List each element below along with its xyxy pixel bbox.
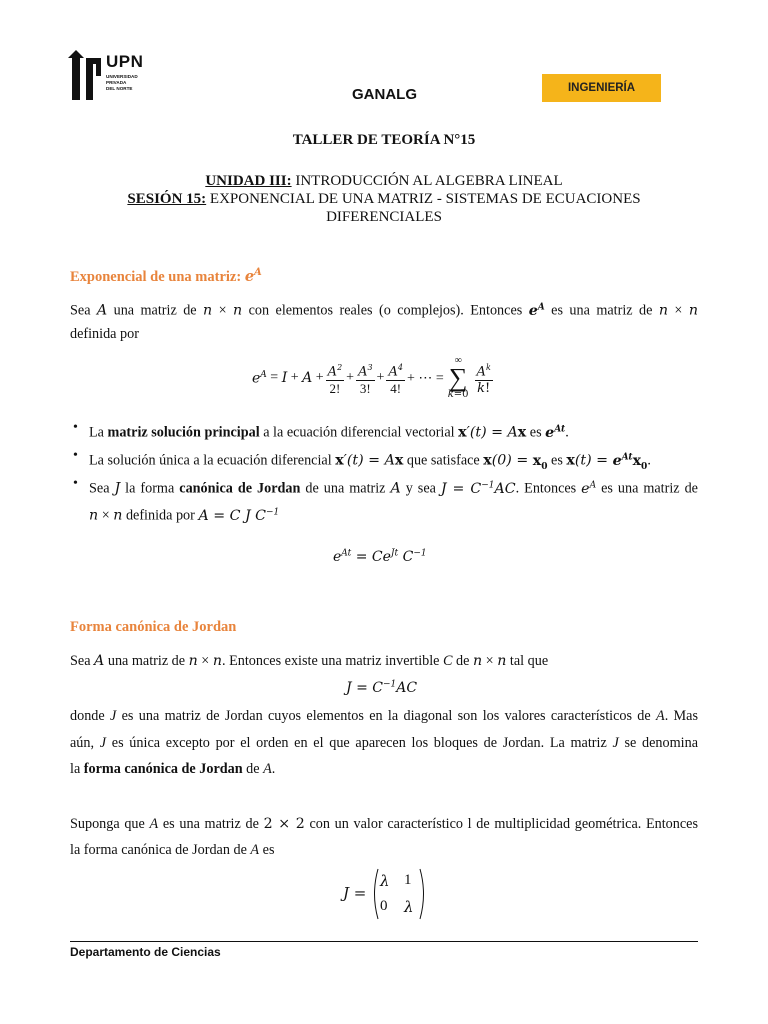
session-line: [0, 191, 768, 208]
logo-sub-3: DEL NORTE: [106, 86, 133, 91]
jordan-paragraph-3-line1: Suponga que A es una matriz de 2 × 2 con un valor característico l de multiplicidad geométrica. Entonces: [70, 816, 698, 832]
bullet-item-1: La matriz solución principal a la ecuación diferencial vectorial x′(t) = Ax es $e^{At}$.: [89, 424, 569, 441]
jordan-paragraph-2-line2: aún, J es única excepto por el orden en el que aparecen los bloques de Jordan. La matriz J se denomina: [70, 735, 698, 751]
matrix-cell-11: λ: [380, 872, 390, 890]
footer-divider: [70, 941, 698, 942]
matrix-left-paren: [371, 868, 379, 920]
session-label: SESIÓN 15:: [127, 191, 207, 207]
paragraph-definition-line1: Sea A una matriz de n × n con elementos reales (o complejos). Entonces $e^A$ es una matriz de n × n: [70, 302, 698, 319]
session-line-2: DIFERENCIALES: [326, 209, 442, 225]
series-formula: $e^A$ = I + A + $\frac{A^2}{2!}$ + $\frac{A^3}{3!}$ + $\frac{A^4}{4!}$ + ⋯ = ∞ ∑ k=0 $\frac{A^k}{k!}$: [252, 355, 491, 400]
logo-sub-1: UNIVERSIDAD: [106, 74, 138, 79]
course-code: GANALG: [352, 86, 417, 103]
unit-text: INTRODUCCIÓN AL ALGEBRA LINEAL: [291, 173, 563, 189]
matrix-cell-21: 0: [380, 898, 388, 914]
section-heading-jordan: Forma canónica de Jordan: [70, 619, 237, 635]
jordan-similarity-formula: $J = C^{-1}AC$: [346, 679, 418, 696]
heading-math: $e^A$: [244, 267, 262, 285]
jordan-paragraph-3-line2: la forma canónica de Jordan de A es: [70, 842, 275, 858]
upn-logo-mark-icon: [68, 50, 102, 100]
bullet-item-2: La solución única a la ecuación diferencial x′(t) = Ax que satisface $x(0) = x_0$ es $x(t) = e^{At}x_0$.: [89, 452, 651, 472]
bullet-item-3: Sea J la forma canónica de Jordan de una matriz A y sea $J = C^{-1}AC$. Entonces $e^A$ es una matriz de: [89, 480, 698, 497]
bullet-marker-1: •: [73, 420, 78, 435]
jordan-paragraph-1: Sea A una matriz de n × n. Entonces existe una matriz invertible C de n × n tal que: [70, 653, 549, 669]
footer-department: Departamento de Ciencias: [70, 945, 221, 959]
matrix-cell-22: λ: [404, 898, 414, 916]
jordan-paragraph-2-line3: la forma canónica de Jordan de A.: [70, 761, 276, 777]
section-heading-text: Exponencial de una matriz:: [70, 268, 245, 285]
logo-sub-2: PRIVADA: [106, 80, 127, 85]
upn-logo: [68, 50, 158, 102]
paragraph-definition-line2: definida por: [70, 326, 139, 342]
jordan-matrix: J = λ 1 0 λ: [343, 866, 433, 922]
bullet-marker-3: •: [73, 476, 78, 491]
bullet-item-3-line2: n × n definida por A = C J $C^{-1}$: [89, 507, 280, 524]
matrix-right-paren: [419, 868, 427, 920]
jordan-exponential-formula: $e^{At} = Ce^{Jt}$ $C^{-1}$: [333, 548, 427, 565]
unit-label: UNIDAD III:: [205, 173, 292, 189]
logo-text: UPN: [106, 52, 144, 71]
page-title: TALLER DE TEORÍA N°15: [292, 132, 476, 148]
bullet-marker-2: •: [73, 448, 78, 463]
matrix-cell-12: 1: [404, 872, 412, 888]
session-text: EXPONENCIAL DE UNA MATRIZ - SISTEMAS DE ECUACIONES: [206, 191, 641, 207]
unit-line: [0, 173, 768, 190]
section-heading-exponential: [70, 267, 262, 286]
jordan-paragraph-2-line1: donde J es una matriz de Jordan cuyos elementos en la diagonal son los valores característicos de A. Mas: [70, 708, 698, 724]
faculty-badge: INGENIERÍA: [542, 74, 661, 102]
